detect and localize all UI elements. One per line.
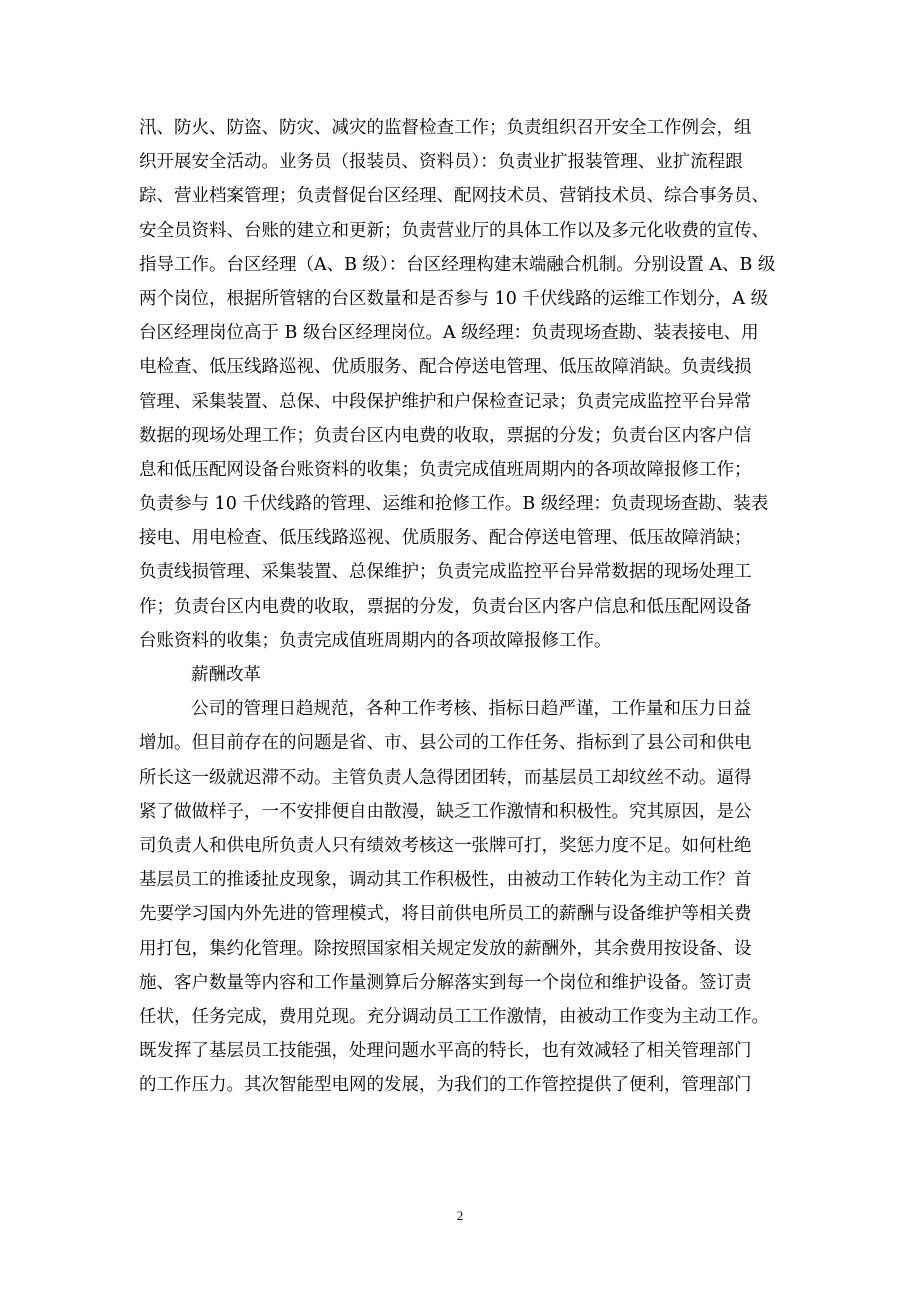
text-line: 司负责人和供电所负责人只有绩效考核这一张牌可打，奖惩力度不足。如何杜绝 <box>139 835 752 856</box>
text-line: 用打包，集约化管理。除按照国家相关规定发放的薪酬外，其余费用按设备、设 <box>139 938 752 959</box>
paragraph-staff-duties <box>139 111 789 658</box>
text-line: 织开展安全活动。业务员（报装员、资料员）：负责业扩报装管理、业扩流程跟 <box>139 152 743 173</box>
text-line: 数据的现场处理工作；负责台区内电费的收取，票据的分发；负责台区内客户信 <box>139 425 752 446</box>
page-number: 2 <box>456 1208 464 1223</box>
text-line: 所长这一级就迟滞不动。主管负责人急得团团转，而基层员工却纹丝不动。逼得 <box>139 767 752 788</box>
section-heading: 薪酬改革 <box>191 665 261 685</box>
body-text <box>139 111 789 1102</box>
text-line: 负责参与 10 千伏线路的管理、运维和抢修工作。B 级经理：负责现场查勘、装表 <box>139 494 769 515</box>
text-line: 踪、营业档案管理；负责督促台区经理、配网技术员、营销技术员、综合事务员、 <box>139 186 769 207</box>
text-line: 作；负责台区内电费的收取，票据的分发，负责台区内客户信息和低压配网设备 <box>139 596 752 617</box>
text-line: 紧了做做样子，一不安排便自由散漫，缺乏工作激情和积极性。究其原因，是公 <box>139 801 752 822</box>
text-line: 管理、采集装置、总保、中段保护维护和户保检查记录；负责完成监控平台异常 <box>139 391 752 412</box>
text-line: 既发挥了基层员工技能强，处理问题水平高的特长，也有效减轻了相关管理部门 <box>139 1041 752 1062</box>
text-line: 息和低压配网设备台账资料的收集；负责完成值班周期内的各项故障报修工作； <box>139 459 752 480</box>
text-line: 接电、用电检查、低压线路巡视、优质服务、配合停送电管理、低压故障消缺； <box>139 528 752 549</box>
text-line: 任状，任务完成，费用兑现。充分调动员工工作激情，由被动工作变为主动工作。 <box>139 1006 769 1027</box>
text-line: 基层员工的推诿扯皮现象，调动其工作积极性，由被动工作转化为主动工作？首 <box>139 870 752 891</box>
text-line: 公司的管理日趋规范，各种工作考核、指标日趋严谨，工作量和压力日益 <box>191 699 751 720</box>
text-line: 先要学习国内外先进的管理模式，将目前供电所员工的薪酬与设备维护等相关费 <box>139 904 752 925</box>
text-line: 汛、防火、防盗、防灾、减灾的监督检查工作；负责组织召开安全工作例会，组 <box>139 118 752 138</box>
text-line: 增加。但目前存在的问题是省、市、县公司的工作任务、指标到了县公司和供电 <box>139 733 752 754</box>
text-line: 的工作压力。其次智能型电网的发展，为我们的工作管控提供了便利，管理部门 <box>139 1075 752 1096</box>
text-line: 指导工作。台区经理（A、B 级）：台区经理构建末端融合机制。分别设置 A、B 级 <box>139 254 776 275</box>
text-line: 负责线损管理、采集装置、总保维护；负责完成监控平台异常数据的现场处理工 <box>139 562 752 583</box>
text-line: 台账资料的收集；负责完成值班周期内的各项故障报修工作。 <box>139 630 612 651</box>
text-line: 两个岗位，根据所管辖的台区数量和是否参与 10 千伏线路的运维工作划分，A 级 <box>139 288 769 309</box>
paragraph-salary-reform <box>139 692 789 1102</box>
text-line: 电检查、低压线路巡视、优质服务、配合停送电管理、低压故障消缺。负责线损 <box>139 357 752 378</box>
text-line: 台区经理岗位高于 B 级台区经理岗位。A 级经理：负责现场查勘、装表接电、用 <box>139 323 759 344</box>
text-line: 安全员资料、台账的建立和更新；负责营业厅的具体工作以及多元化收费的宣传、 <box>139 220 769 241</box>
text-line: 施、客户数量等内容和工作量测算后分解落实到每一个岗位和维护设备。签订责 <box>139 972 752 993</box>
